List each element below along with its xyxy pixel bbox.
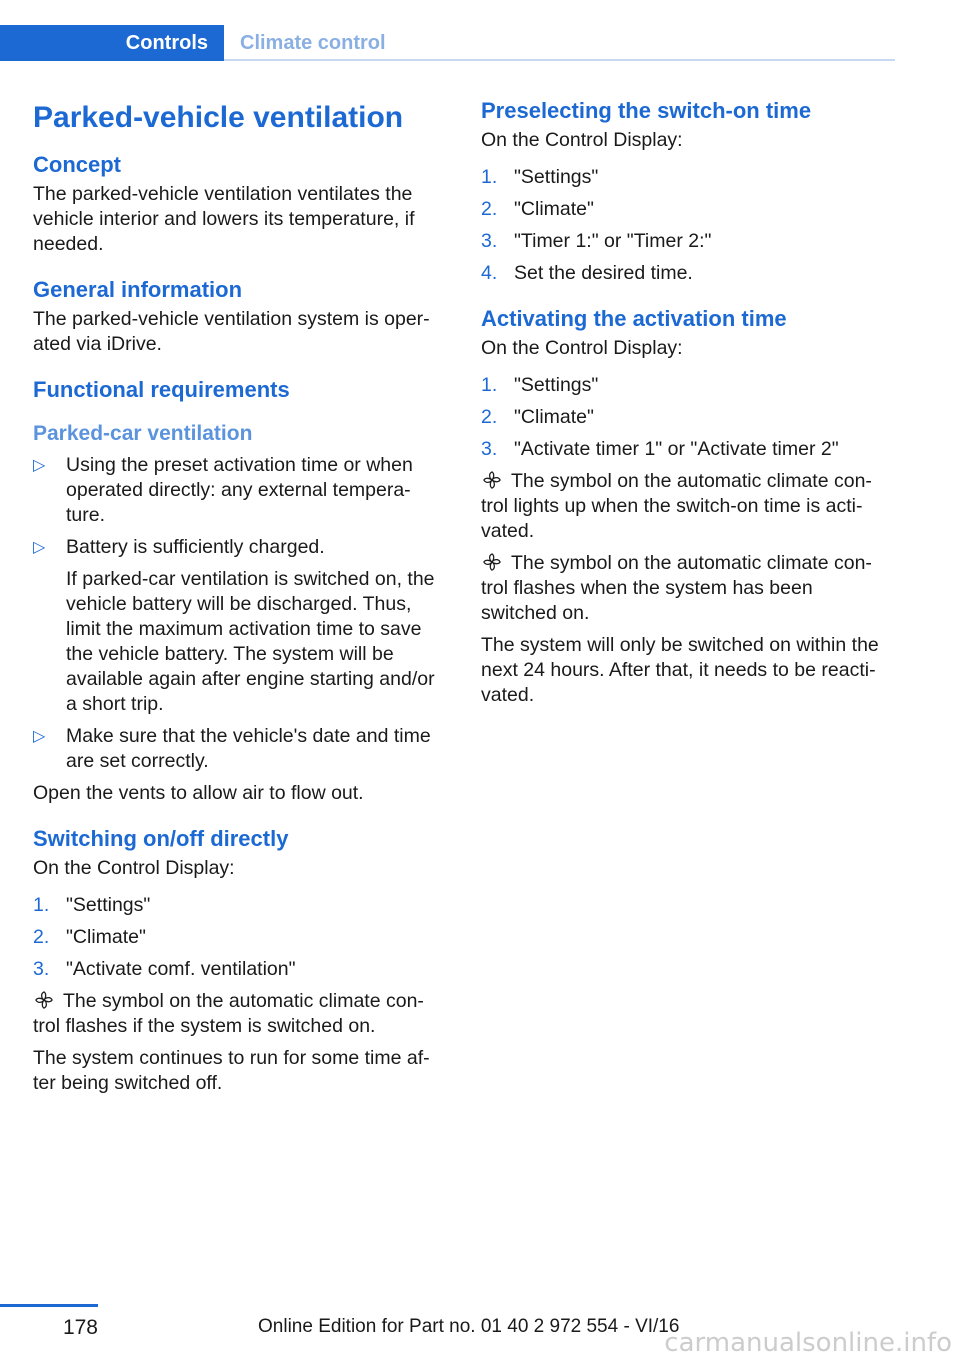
step-item <box>481 165 893 190</box>
symbol-paragraph <box>33 989 445 1039</box>
step-item <box>481 197 893 222</box>
right-column <box>481 98 893 715</box>
step-item <box>481 437 893 462</box>
step-text: "Climate" <box>514 406 594 428</box>
within-text: The system will only be switched on within the next 24 hours. After that, it needs to be reacti‐ vated. <box>481 634 879 706</box>
step-text: "Activate comf. ventilation" <box>66 958 296 980</box>
step-item <box>33 957 445 982</box>
step-number: 1. <box>481 166 498 188</box>
activating-steps <box>481 373 893 462</box>
page-number: 178 <box>62 1316 98 1339</box>
step-text: "Climate" <box>514 198 594 220</box>
step-text: "Activate timer 1" or "Activate timer 2" <box>514 438 839 460</box>
preselect-intro: On the Control Display: <box>481 129 683 151</box>
step-number: 2. <box>481 198 498 220</box>
triangle-bullet-icon: ▷ <box>33 457 46 474</box>
preselect-heading: Preselecting the switch-on time <box>481 98 812 123</box>
tab-controls[interactable]: Controls <box>0 25 224 61</box>
continue-text: The system continues to run for some time af‐ ter being switched off. <box>33 1047 430 1094</box>
step-text: "Settings" <box>514 166 599 188</box>
symbol-flashes-paragraph <box>481 551 893 626</box>
symbol-text: The symbol on the automatic climate con‐ trol flashes if the system is switched on. <box>33 990 424 1037</box>
tab-climate-control[interactable]: Climate control <box>240 32 386 54</box>
step-item <box>33 925 445 950</box>
activating-heading: Activating the activation time <box>481 306 787 331</box>
footer-divider <box>0 1304 98 1307</box>
list-item <box>33 535 445 717</box>
list-item-text: Battery is sufficiently charged. <box>66 536 325 558</box>
step-number: 3. <box>481 230 498 252</box>
parked-car-heading: Parked-car ventilation <box>33 422 253 445</box>
header-divider <box>224 59 895 61</box>
step-text: "Climate" <box>66 926 146 948</box>
watermark[interactable]: carmanualsonline.info <box>664 1328 952 1358</box>
step-text: "Settings" <box>514 374 599 396</box>
switching-steps <box>33 893 445 982</box>
vents-text: Open the vents to allow air to flow out. <box>33 782 364 804</box>
step-number: 3. <box>33 958 50 980</box>
step-item <box>481 261 893 286</box>
requirements-heading: Functional requirements <box>33 377 290 402</box>
page-title: Parked-vehicle ventilation <box>33 101 404 134</box>
step-number: 1. <box>481 374 498 396</box>
switching-heading: Switching on/off directly <box>33 826 289 851</box>
concept-heading: Concept <box>33 152 121 177</box>
symbol-lights-paragraph <box>481 469 893 544</box>
step-item <box>33 893 445 918</box>
fan-icon <box>483 553 501 571</box>
symbol-flashes-text: The symbol on the automatic climate con‐ trol flashes when the system has been switched on. <box>481 552 872 624</box>
switching-intro: On the Control Display: <box>33 857 235 879</box>
step-text: "Timer 1:" or "Timer 2:" <box>514 230 712 252</box>
triangle-bullet-icon: ▷ <box>33 539 46 556</box>
header-tabs <box>0 25 895 61</box>
step-number: 2. <box>33 926 50 948</box>
list-item-text: Using the preset activation time or when operated directly: any external tempera‐ ture. <box>66 454 413 526</box>
step-item <box>481 405 893 430</box>
step-text: Set the desired time. <box>514 262 693 284</box>
general-info-heading: General information <box>33 277 243 302</box>
step-number: 1. <box>33 894 50 916</box>
fan-icon <box>483 471 501 489</box>
list-item-text: Make sure that the vehicle's date and time are set correctly. <box>66 725 431 772</box>
requirements-list <box>33 453 445 774</box>
activating-intro: On the Control Display: <box>481 337 683 359</box>
step-item <box>481 229 893 254</box>
symbol-lights-text: The symbol on the automatic climate con‐ trol lights up when the switch-on time is acti‐ vated. <box>481 470 872 542</box>
triangle-bullet-icon: ▷ <box>33 728 46 745</box>
general-info-text: The parked-vehicle ventilation system is oper‐ ated via iDrive. <box>33 308 430 355</box>
left-column <box>33 98 445 1103</box>
step-item <box>481 373 893 398</box>
list-item-subtext: If parked-car ventilation is switched on, the vehicle battery will be discharged. Thus, limit the maximum activation time to save the vehicle battery. The system will be available again after engine starting and/or a short trip. <box>66 568 435 715</box>
step-number: 4. <box>481 262 498 284</box>
step-text: "Settings" <box>66 894 151 916</box>
step-number: 2. <box>481 406 498 428</box>
list-item <box>33 724 445 774</box>
preselect-steps <box>481 165 893 286</box>
edition-text: Online Edition for Part no. 01 40 2 972 554 - VI/16 <box>258 1316 680 1337</box>
fan-icon <box>35 991 53 1009</box>
step-number: 3. <box>481 438 498 460</box>
list-item <box>33 453 445 528</box>
concept-text: The parked-vehicle ventilation ventilates the vehicle interior and lowers its temperature, if needed. <box>33 183 415 255</box>
